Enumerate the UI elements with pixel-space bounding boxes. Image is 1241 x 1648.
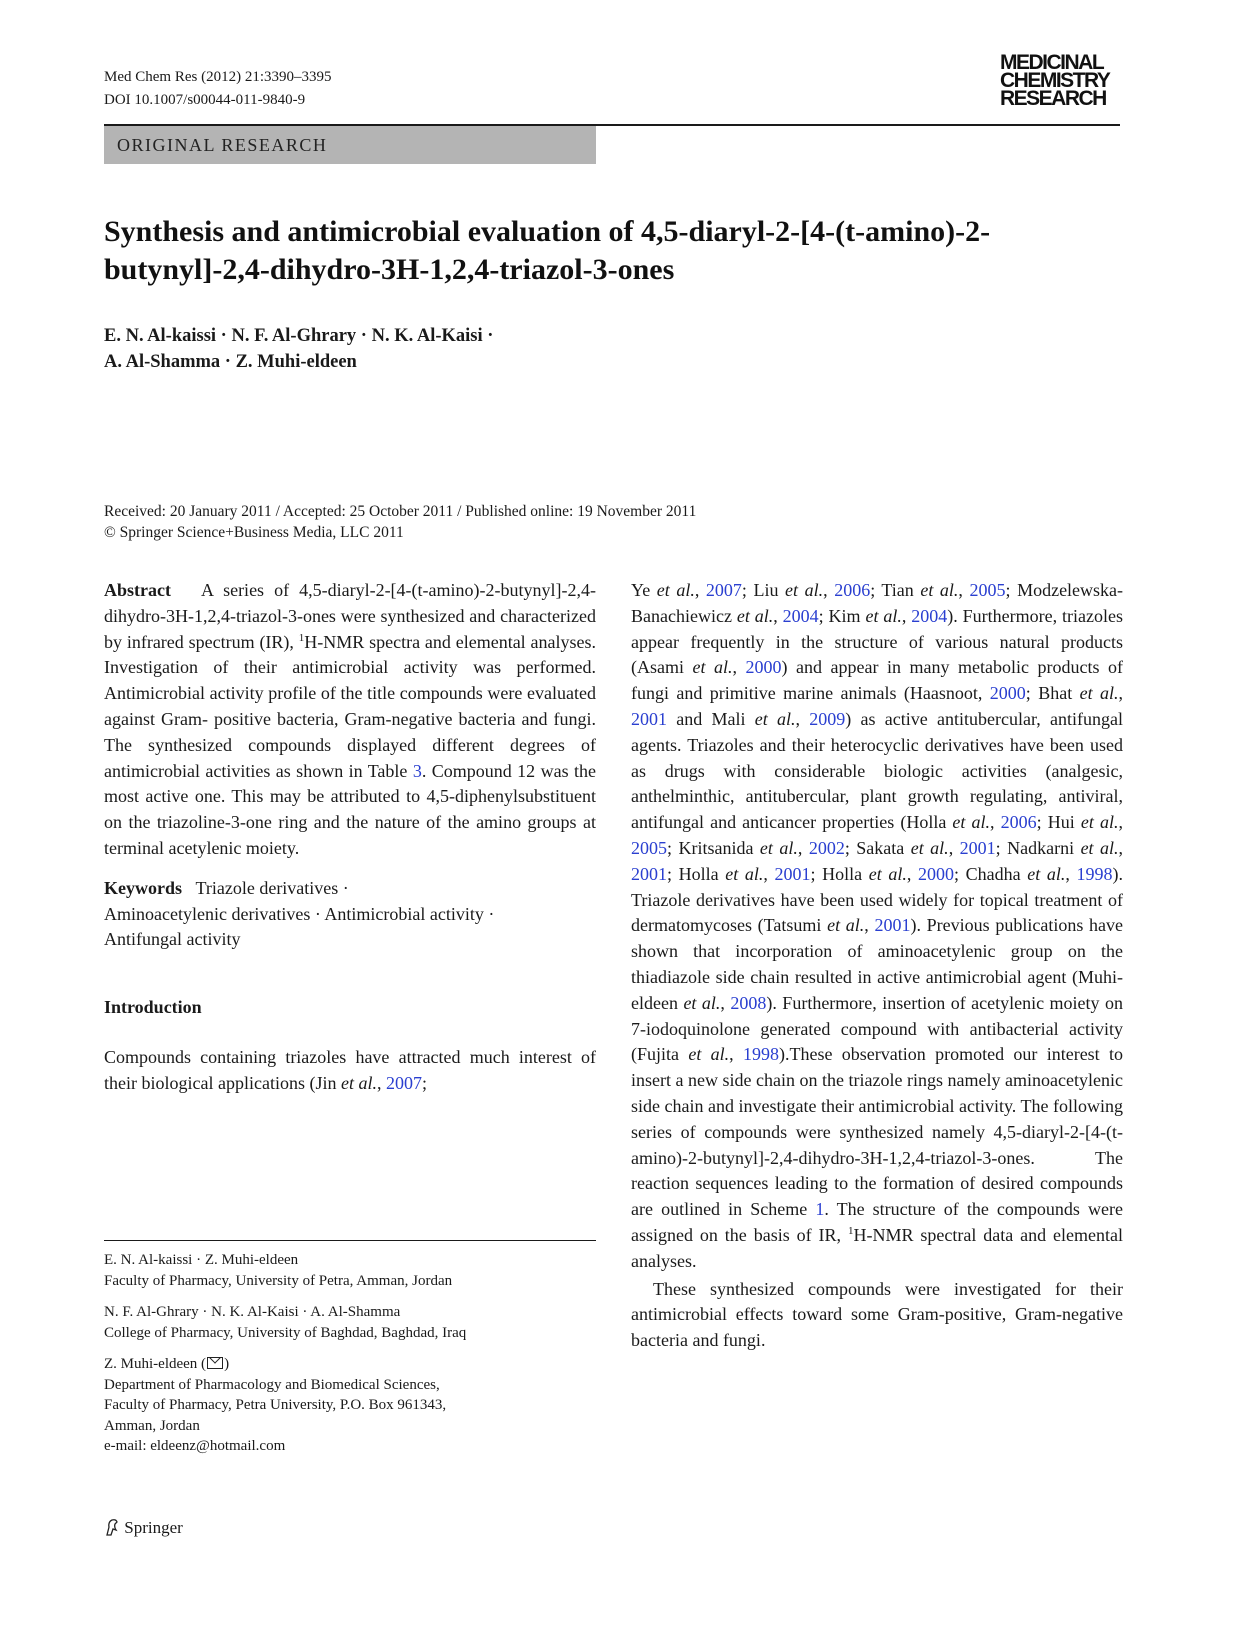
citation-link[interactable]: 1998 [1076,863,1113,884]
etal-italic: et al. [754,708,796,729]
text-run: ).These observation promoted our interest to insert a new side chain on the triazole rings namely aminoacetylenic side chain and investigate their antimicrobial activity. The following series of compounds were synthesized namely 4,5-diaryl-2-[4-(t-amino)-2-butynyl]-2,4-dihydro-3H-1,2,4-triazol-3-ones. The reaction sequences leading to the formation of desired compounds are outlined in Scheme [631,1044,1124,1220]
introduction-text [104,1045,596,1097]
text-run: ; Holla [667,863,726,884]
aff2-institution: College of Pharmacy, University of Baghdad, Baghdad, Iraq [104,1324,467,1341]
citation-link[interactable]: 2005 [969,580,1006,600]
text-run: ; Kritsanida [667,837,760,858]
text-run: ). Furthermore, insertion of acetylenic moiety on 7-iodoquinolone generated compound with antibacterial activity (Fujita [631,992,1124,1065]
authors-line-1: E. N. Al-kaissi · N. F. Al-Ghrary · N. K. Al-Kaisi · [104,326,494,346]
text-run: , [732,657,746,678]
etal-italic: et al. [688,1044,730,1065]
abstract-heading: Abstract [104,580,171,600]
abstract [104,578,596,862]
springer-horse-icon [104,1518,120,1536]
etal-italic: et al. [736,605,774,626]
author-list [104,323,804,375]
etal-italic: et al. [725,863,764,884]
text-run: , [729,1044,743,1065]
etal-italic: et al. [920,580,959,600]
text-run: H-NMR spectral data and elemental analyses. [631,1224,1123,1271]
article-title: Synthesis and antimicrobial evaluation of 4,5-diaryl-2-[4-(t-amino)-2-butynyl]-2,4-dihydro-3H-1,2,4-triazol-3-ones [104,215,991,286]
introduction-paragraph-1 [631,578,1123,1275]
etal-italic: et al. [785,580,824,600]
etal-italic: et al. [656,580,695,600]
aff1-names: E. N. Al-kaissi · Z. Muhi-eldeen [104,1252,299,1268]
text-run: , [958,580,970,600]
citation-link[interactable]: 2001 [631,708,667,729]
copyright-line: © Springer Science+Business Media, LLC 2011 [104,524,404,541]
citation-link[interactable]: 2007 [385,1072,422,1093]
intro-text: Compounds containing triazoles have attracted much interest of their biological applications (Jin [104,1046,596,1093]
section-banner: ORIGINAL RESEARCH [104,126,596,164]
text-run: , [720,992,731,1013]
journal-line: Med Chem Res (2012) 21:3390–3395 [104,69,332,85]
text-run: , [823,580,835,600]
text-run: , [763,863,775,884]
citation-link[interactable]: 2001 [874,915,911,936]
text-run: ; Tian [870,580,921,600]
intro-etal: et al. [340,1072,377,1093]
abstract-text-2: H-NMR spectra and elemental analyses. Investigation of their antimicrobial activity was performed. Antimicrobial activity profile of the title compounds were evaluated against Gram- positive bacteria, Gram-negative bacteria and fungi. The synthesized compounds displayed different degrees of antimicrobial activities as shown in Table [104,631,596,781]
superscript: 1 [298,631,305,644]
citation-link[interactable]: 2008 [730,992,767,1013]
text-run: ). Furthermore, triazoles appear frequently in the structure of various natural products (Asami [631,605,1123,678]
text-run: , [864,915,875,936]
text-run: ; Liu [741,580,786,600]
journal-citation [104,66,331,112]
text-run: ; Hui [1036,812,1081,833]
citation-link[interactable]: 1 [815,1199,825,1220]
citation-link[interactable]: 2001 [631,863,667,884]
intro-sep: , [376,1072,386,1093]
logo-line-1: MEDICINAL [1000,51,1104,74]
corr-line-3: Amman, Jordan [104,1417,200,1434]
publisher-footer [104,1518,183,1538]
doi-line: DOI 10.1007/s00044-011-9840-9 [104,92,306,108]
affiliation-group-2 [104,1302,596,1343]
text-run: , [1118,683,1123,704]
keywords-heading: Keywords [104,877,182,898]
introduction-heading: Introduction [104,997,202,1018]
citation-link[interactable]: 2002 [808,837,845,858]
logo-line-2: CHEMISTRY [1000,69,1110,92]
text-run: and Mali [667,708,755,729]
etal-italic: et al. [683,992,721,1013]
text-run: , [694,580,706,600]
logo-line-3: RESEARCH [1000,87,1106,110]
etal-italic: et al. [1079,683,1119,704]
citation-link[interactable]: 2000 [745,657,782,678]
authors-line-2: A. Al-Shamma · Z. Muhi-eldeen [104,352,357,372]
corr-line-2: Faculty of Pharmacy, Petra University, P.O. Box 961343, [104,1397,447,1413]
intro-end: ; [421,1072,427,1093]
etal-italic: et al. [865,605,902,626]
superscript: 1 [847,1224,854,1237]
publication-dates [104,501,1004,543]
etal-italic: et al. [1080,837,1119,858]
envelope-icon [207,1357,223,1369]
citation-link[interactable]: 2005 [631,837,667,858]
table-ref-link[interactable]: 3 [412,760,422,781]
text-run: Ye [631,580,657,600]
corr-name-end: ) [224,1356,230,1372]
abstract-text-1: A series of 4,5-diaryl-2-[4-(t-amino)-2-butynyl]-2,4-dihydro-3H-1,2,4-triazol-3-ones were synthesized and characterized by infrared spectrum (IR), [104,580,596,652]
citation-link[interactable]: 1998 [742,1044,779,1065]
text-run: ; Bhat [1025,683,1080,704]
keywords [104,876,596,953]
aff1-institution: Faculty of Pharmacy, University of Petra, Amman, Jordan [104,1272,453,1289]
etal-italic: et al. [692,657,733,678]
text-run: , [948,837,960,858]
affiliation-group-1 [104,1250,596,1291]
text-run: ; Holla [810,863,869,884]
text-run: , [1065,863,1077,884]
citation-link[interactable]: 2004 [782,605,819,626]
citation-link[interactable]: 2001 [774,863,811,884]
text-run: ) and appear in many metabolic products of fungi and primitive marine animals (Haasnoot, [631,657,1123,704]
text-run: , [901,605,912,626]
aff2-names: N. F. Al-Ghrary · N. K. Al-Kaisi · A. Al-Shamma [104,1304,401,1320]
text-run: ) as active antitubercular, antifungal agents. Triazoles and their heterocyclic derivatives have been used as drugs with considerable biologic activities (analgesic, anthelminthic, antitubercular, plant growth regulating, antiviral, antifungal and anticancer properties (Holla [631,708,1123,833]
etal-italic: et al. [1080,812,1119,833]
etal-italic: et al. [827,915,865,936]
text-run: ). Triazole derivatives have been used widely for topical treatment of dermatomycoses (Tatsumi [631,863,1123,936]
etal-italic: et al. [910,837,949,858]
text-run: , [773,605,783,626]
introduction-paragraph-2: These synthesized compounds were investigated for their antimicrobial effects toward some Gram-positive, Gram-negative bacteria and fungi. [631,1278,1123,1351]
corr-name: Z. Muhi-eldeen ( [104,1356,207,1372]
text-run: , [990,812,1001,833]
etal-italic: et al. [1027,863,1066,884]
keywords-line-1: Triazole derivatives · [195,877,349,898]
text-run: , [906,863,918,884]
text-run: ; Nadkarni [995,837,1081,858]
etal-italic: et al. [868,863,907,884]
citation-link[interactable]: 2000 [989,683,1026,704]
citation-link[interactable]: 2009 [809,708,846,729]
citation-link[interactable]: 2006 [834,580,871,600]
text-run: , [1118,812,1123,833]
keywords-line-3: Antifungal activity [104,929,241,950]
affiliations [104,1250,596,1468]
publisher-name: Springer [124,1518,183,1537]
text-run: ; Kim [818,605,866,626]
etal-italic: et al. [952,812,991,833]
text-run: ; Sakata [844,837,911,858]
corresponding-author [104,1354,596,1457]
text-run: ). Previous publications have shown that incorporation of aminoacetylenic group on the thiadiazole side chain resulted in active antimicrobial agent (Muhi-eldeen [631,915,1123,1013]
journal-logo [1000,51,1120,110]
left-column [104,578,596,1097]
text-run: ; Modzelewska-Banachiewicz [631,580,1124,626]
text-run: ; Chadha [954,863,1028,884]
corr-email[interactable]: e-mail: eldeenz@hotmail.com [104,1438,286,1454]
citation-link[interactable]: 2004 [911,605,948,626]
citation-link[interactable]: 2007 [705,580,742,600]
footnote-rule [104,1240,596,1241]
text-run: , [797,837,809,858]
abstract-text-3: . Compound 12 was the most active one. This may be attributed to 4,5-diphenylsubstituent on the triazoline-3-one ring and the nature of the amino groups at terminal acetylenic moiety. [104,760,596,858]
etal-italic: et al. [759,837,798,858]
text-run: . The structure of the compounds were assigned on the basis of IR, [631,1199,1123,1245]
dates-line: Received: 20 January 2011 / Accepted: 25 October 2011 / Published online: 19 November 2011 [104,503,697,520]
text-run: , [795,708,810,729]
citation-link[interactable]: 2006 [1000,812,1037,833]
corr-line-1: Department of Pharmacology and Biomedical Sciences, [104,1376,440,1393]
right-column [631,578,1123,1354]
text-run: , [1118,837,1124,858]
citation-link[interactable]: 2001 [959,837,996,858]
citation-link[interactable]: 2000 [918,863,954,884]
keywords-line-2: Aminoacetylenic derivatives · Antimicrobial activity · [104,903,495,924]
